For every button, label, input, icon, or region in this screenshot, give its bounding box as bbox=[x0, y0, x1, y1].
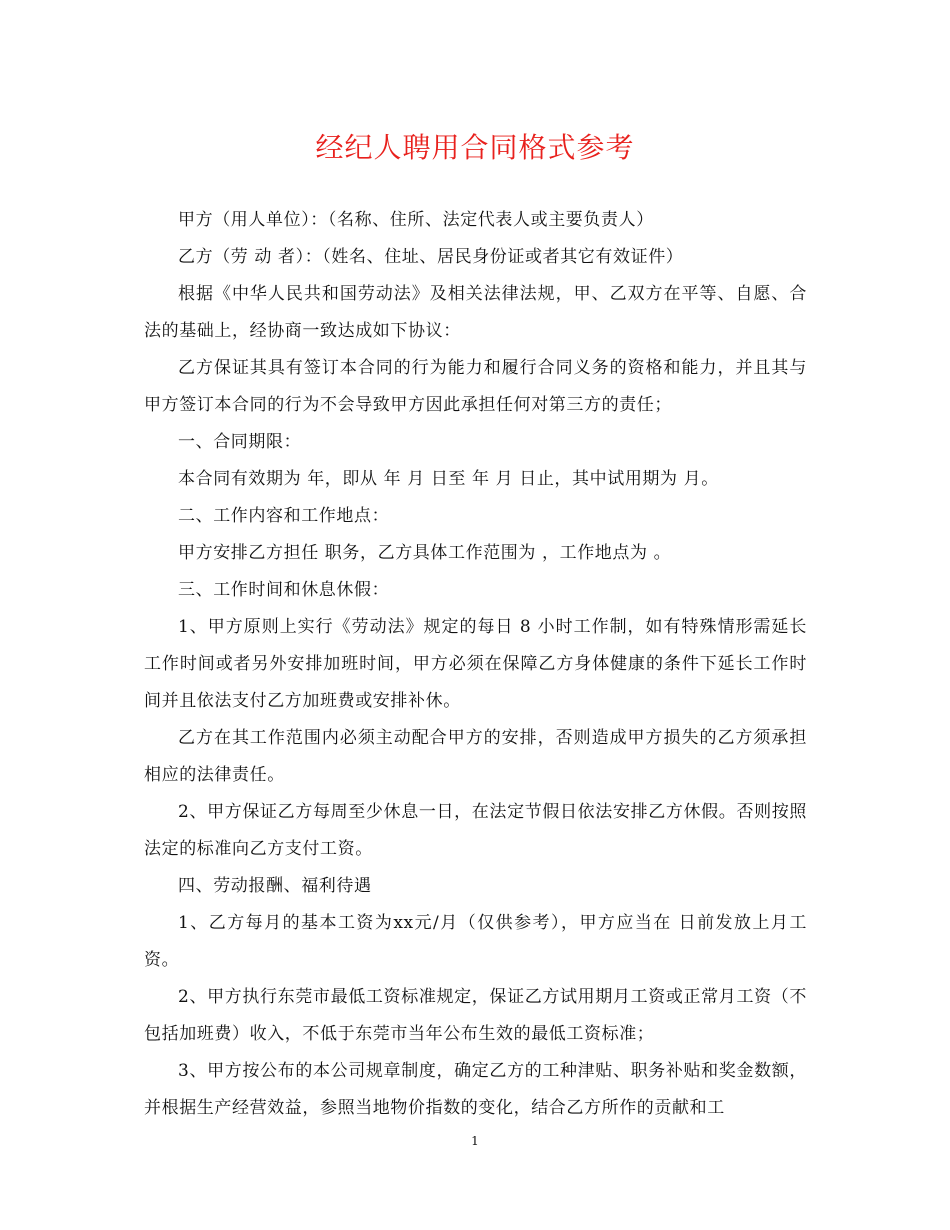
document-body bbox=[144, 202, 807, 1127]
paragraph-party-b: 乙方（劳 动 者）：（姓名、住址、居民身份证或者其它有效证件） bbox=[178, 247, 684, 267]
paragraph-basis: 根据《中华人民共和国劳动法》及相关法律法规，甲、乙双方在平等、自愿、合法的基础上，经协商一致达成如下协议： bbox=[144, 284, 807, 341]
section-heading-term: 一、合同期限： bbox=[178, 432, 302, 452]
section-heading-work: 二、工作内容和工作地点： bbox=[178, 506, 390, 526]
paragraph-work: 甲方安排乙方担任 职务，乙方具体工作范围为 ，工作地点为 。 bbox=[178, 543, 672, 563]
paragraph-pay-3: 3、甲方按公布的本公司规章制度，确定乙方的工种津贴、职务补贴和奖金数额，并根据生产经营效益，参照当地物价指数的变化，结合乙方所作的贡献和工 bbox=[144, 1061, 807, 1118]
section-heading-hours: 三、工作时间和休息休假： bbox=[178, 580, 390, 600]
paragraph-hours-1: 1、甲方原则上实行《劳动法》规定的每日 8 小时工作制，如有特殊情形需延长工作时间或者另外安排加班时间，甲方必须在保障乙方身体健康的条件下延长工作时间并且依法支付乙方加班费或安排补休。 bbox=[144, 617, 807, 711]
paragraph-term: 本合同有效期为 年，即从 年 月 日至 年 月 日止，其中试用期为 月。 bbox=[178, 469, 719, 489]
paragraph-party-a: 甲方（用人单位）：（名称、住所、法定代表人或主要负责人） bbox=[178, 210, 654, 230]
document-title: 经纪人聘用合同格式参考 bbox=[315, 131, 635, 164]
paragraph-hours-cooperation: 乙方在其工作范围内必须主动配合甲方的安排，否则造成甲方损失的乙方须承担相应的法律责任。 bbox=[144, 728, 807, 785]
paragraph-guarantee: 乙方保证其具有签订本合同的行为能力和履行合同义务的资格和能力，并且其与甲方签订本合同的行为不会导致甲方因此承担任何对第三方的责任； bbox=[144, 358, 807, 415]
paragraph-pay-2: 2、甲方执行东莞市最低工资标准规定，保证乙方试用期月工资或正常月工资（不包括加班费）收入，不低于东莞市当年公布生效的最低工资标准； bbox=[144, 987, 807, 1044]
paragraph-hours-2: 2、甲方保证乙方每周至少休息一日，在法定节假日依法安排乙方休假。否则按照法定的标准向乙方支付工资。 bbox=[144, 802, 807, 859]
paragraph-pay-1: 1、乙方每月的基本工资为xx元/月（仅供参考），甲方应当在 日前发放上月工资。 bbox=[144, 913, 807, 970]
section-heading-pay: 四、劳动报酬、福利待遇 bbox=[178, 876, 372, 896]
page-number: 1 bbox=[471, 1134, 479, 1148]
